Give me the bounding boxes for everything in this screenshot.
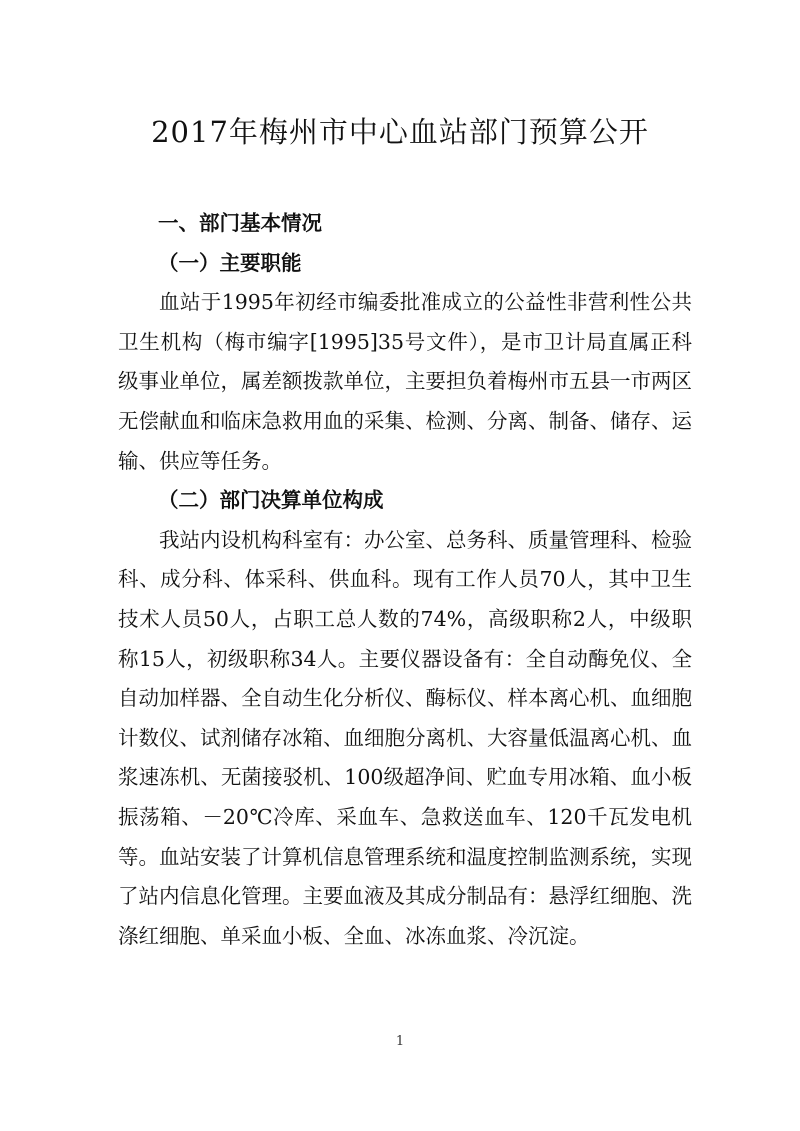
paragraph-main-functions: 血站于1995年初经市编委批准成立的公益性非营利性公共卫生机构（梅市编字[1995]35号文件），是市卫计局直属正科级事业单位，属差额拨款单位，主要担负着梅州市五县一市两区无偿献血和临床急救用血的采集、检测、分离、制备、储存、运输、供应等任务。 (118, 290, 692, 473)
page-number: 1 (395, 1034, 405, 1049)
subsection-heading-main-functions: （一）主要职能 (158, 250, 302, 275)
document-title: 2017年梅州市中心血站部门预算公开 (151, 115, 649, 149)
subsection-heading-unit-composition: （二）部门决算单位构成 (158, 488, 384, 513)
paragraph-unit-composition: 我站内设机构科室有：办公室、总务科、质量管理科、检验科、成分科、体采科、供血科。现有工作人员70人，其中卫生技术人员50人，占职工总人数的74%，高级职称2人，中级职称15人，初级职称34人。主要仪器设备有：全自动酶免仪、全自动加样器、全自动生化分析仪、酶标仪、样本离心机、血细胞计数仪、试剂储存冰箱、血细胞分离机、大容量低温离心机、血浆速冻机、无菌接驳机、100级超净间、贮血专用冰箱、血小板振荡箱、－20℃冷库、采血车、急救送血车、120千瓦发电机等。血站安装了计算机信息管理系统和温度控制监测系统，实现了站内信息化管理。主要血液及其成分制品有：悬浮红细胞、洗涤红细胞、单采血小板、全血、冰冻血浆、冷沉淀。 (118, 527, 692, 948)
document-body (118, 204, 692, 956)
section-heading-basic-info: 一、部门基本情况 (158, 211, 322, 235)
